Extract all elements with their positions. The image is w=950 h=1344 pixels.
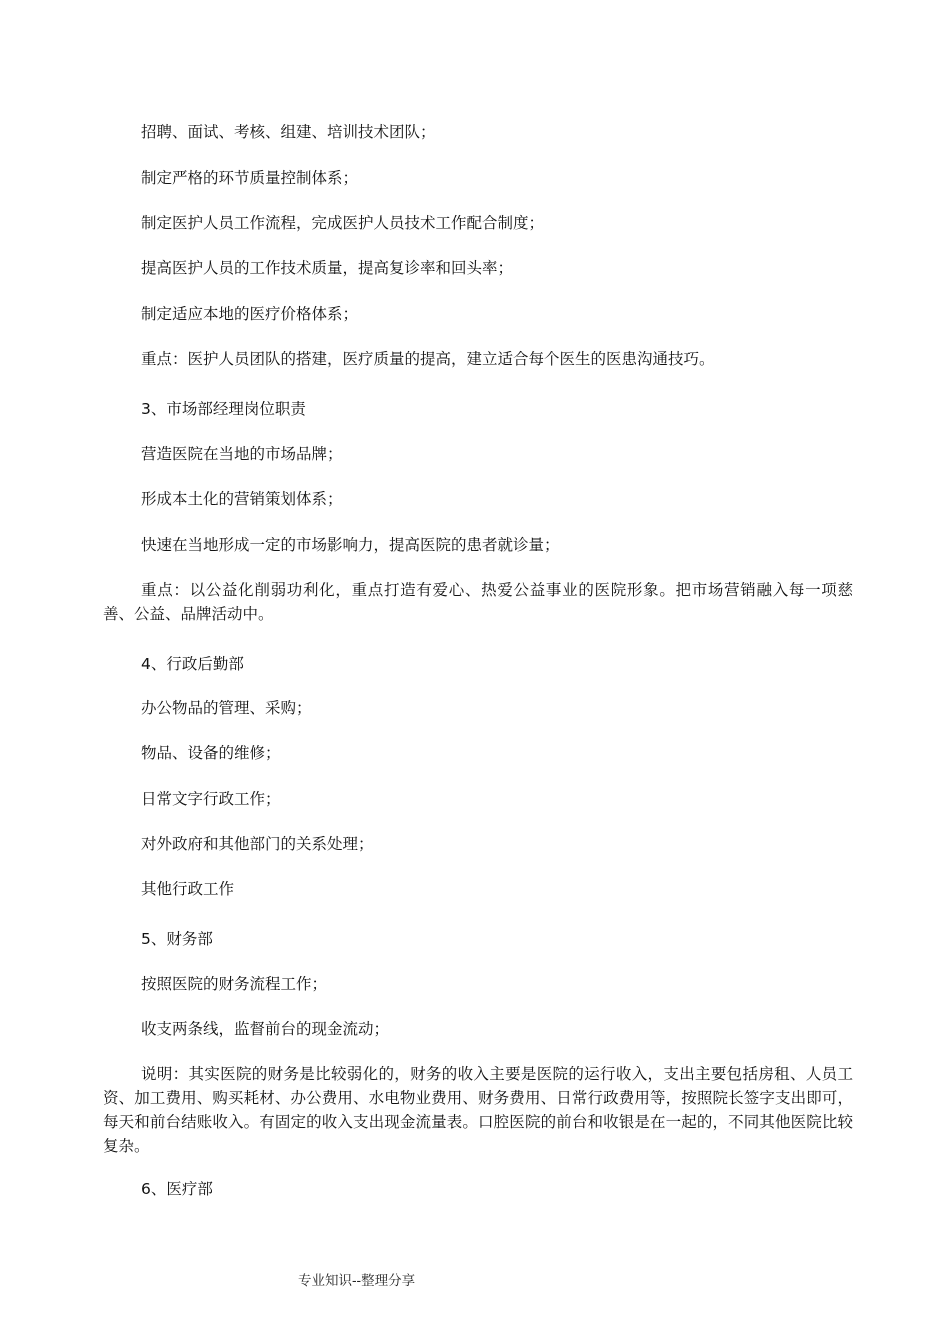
text-line: 制定严格的环节质量控制体系； <box>141 169 359 187</box>
section-heading: 6、医疗部 <box>141 1180 213 1198</box>
text-line: 营造医院在当地的市场品牌； <box>141 445 343 463</box>
text-line: 招聘、面试、考核、组建、培训技术团队； <box>141 123 436 141</box>
text-line: 快速在当地形成一定的市场影响力，提高医院的患者就诊量； <box>141 536 560 554</box>
text-line: 对外政府和其他部门的关系处理； <box>141 835 374 853</box>
text-line: 提高医护人员的工作技术质量，提高复诊率和回头率； <box>141 259 514 277</box>
section-heading: 3、市场部经理岗位职责 <box>141 400 306 418</box>
text-line: 日常文字行政工作； <box>141 790 281 808</box>
section-heading: 4、行政后勤部 <box>141 655 244 673</box>
text-line: 重点：医护人员团队的搭建，医疗质量的提高，建立适合每个医生的医患沟通技巧。 <box>141 350 715 368</box>
text-line: 收支两条线，监督前台的现金流动； <box>141 1020 390 1038</box>
text-line: 制定医护人员工作流程，完成医护人员技术工作配合制度； <box>141 214 545 232</box>
text-line: 按照医院的财务流程工作； <box>141 975 328 993</box>
text-line: 形成本土化的营销策划体系； <box>141 490 343 508</box>
page-footer: 专业知识--整理分享 <box>298 1273 416 1289</box>
text-line: 制定适应本地的医疗价格体系； <box>141 305 359 323</box>
paragraph: 重点：以公益化削弱功利化，重点打造有爱心、热爱公益事业的医院形象。把市场营销融入每一项慈善、公益、品牌活动中。 <box>103 581 853 623</box>
section-heading: 5、财务部 <box>141 930 213 948</box>
text-line: 其他行政工作 <box>141 880 235 898</box>
paragraph: 说明：其实医院的财务是比较弱化的，财务的收入主要是医院的运行收入，支出主要包括房租、人员工资、加工费用、购买耗材、办公费用、水电物业费用、财务费用、日常行政费用等，按照院长签字支出即可，每天和前台结账收入。有固定的收入支出现金流量表。口腔医院的前台和收银是在一起的，不同其他医院比较复杂。 <box>103 1065 853 1155</box>
text-line: 物品、设备的维修； <box>141 744 281 762</box>
text-line: 办公物品的管理、采购； <box>141 699 312 717</box>
